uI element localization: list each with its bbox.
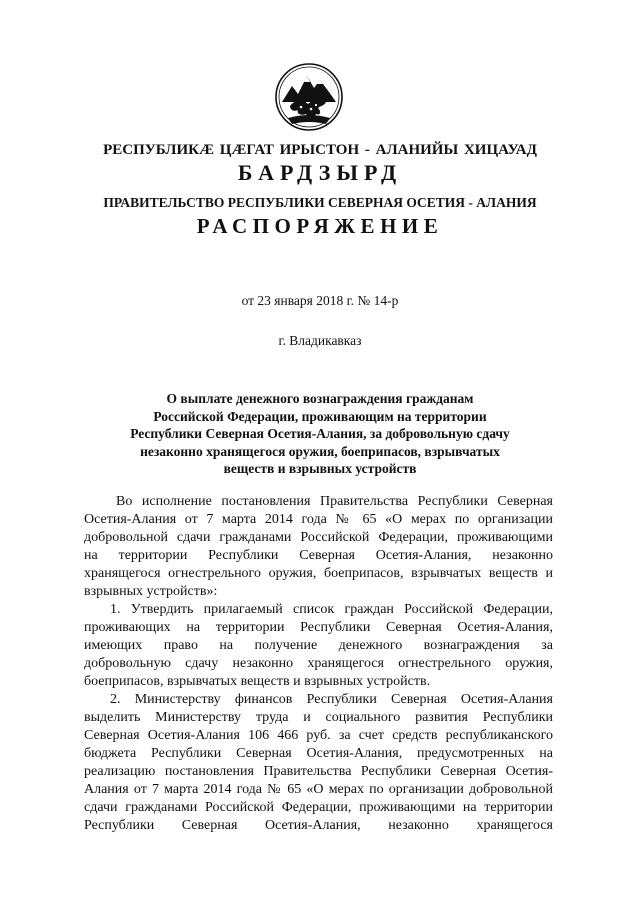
body-line: хранящегося огнестрельного оружия, боеприпасов, взрывчатых веществ и: [84, 566, 553, 581]
document-body: [84, 493, 553, 835]
body-line: имеющих право на получение денежного вознаграждения за: [84, 638, 553, 653]
item-1-paragraph: [84, 601, 553, 691]
body-line: добровольной сдачи гражданами Российской Федерации, проживающими: [84, 530, 553, 545]
body-line: 1. Утвердить прилагаемый список граждан Российской Федерации,: [110, 602, 553, 617]
ossetian-document-type: БАРДЗЫРД: [237, 160, 403, 185]
government-name: ПРАВИТЕЛЬСТВО РЕСПУБЛИКИ СЕВЕРНАЯ ОСЕТИЯ - АЛАНИЯ: [103, 195, 537, 210]
body-line: добровольную сдачу незаконно хранящегося огнестрельного оружия,: [84, 656, 553, 671]
republic-ossetian-name: РЕСПУБЛИКӔ ЦӔГАТ ИРЫСТОН - АЛАНИЙЫ ХИЦАУАД: [103, 142, 537, 158]
document-subject: [95, 390, 545, 478]
subject-line: О выплате денежного вознаграждения гражданам: [166, 391, 474, 406]
body-line: проживающих на территории Республики Северная Осетия-Алания,: [84, 620, 553, 635]
body-line: на территории Республики Северная Осетия-Алания, незаконно: [84, 548, 553, 563]
body-line: взрывных устройств»:: [84, 584, 218, 599]
body-line: Республики Северная Осетия-Алания, незаконно хранящегося: [84, 818, 553, 833]
body-line: Северная Осетия-Алания 106 466 руб. за счет средств республиканского: [84, 728, 553, 743]
document-city: г. Владикавказ: [278, 333, 362, 348]
body-line: реализацию постановления Правительства Республики Северная Осетия-: [84, 764, 553, 779]
body-line: боеприпасов, взрывчатых веществ и взрывных устройств.: [84, 674, 431, 689]
subject-line: Республики Северная Осетия-Алания, за добровольную сдачу: [130, 426, 510, 441]
item-2-paragraph: [84, 691, 553, 835]
intro-paragraph: [84, 493, 553, 601]
subject-line: незаконно хранящегося оружия, боеприпасов, взрывчатых: [140, 443, 500, 459]
subject-line: Российской Федерации, проживающим на территории: [153, 408, 487, 424]
body-line: бюджета Республики Северная Осетия-Алания, предусмотренных на: [84, 746, 553, 761]
body-line: сдачи гражданами Российской Федерации, проживающими на территории: [84, 800, 553, 815]
coat-of-arms-emblem: [274, 62, 344, 132]
body-line: выделить Министерству труда и социального развития Республики: [84, 710, 553, 725]
document-type-title: РАСПОРЯЖЕНИЕ: [196, 214, 444, 238]
body-line: 2. Министерству финансов Республики Северная Осетия-Алания: [110, 692, 553, 707]
subject-line: веществ и взрывных устройств: [223, 461, 417, 476]
body-line: Алания от 7 марта 2014 года № 65 «О мерах по организации добровольной: [84, 782, 553, 797]
body-line: Во исполнение постановления Правительства Республики Северная: [116, 494, 553, 509]
body-line: Осетия-Алания от 7 марта 2014 года № 65 «О мерах по организации: [84, 512, 553, 527]
document-date-number: от 23 января 2018 г. № 14-р: [241, 293, 399, 308]
